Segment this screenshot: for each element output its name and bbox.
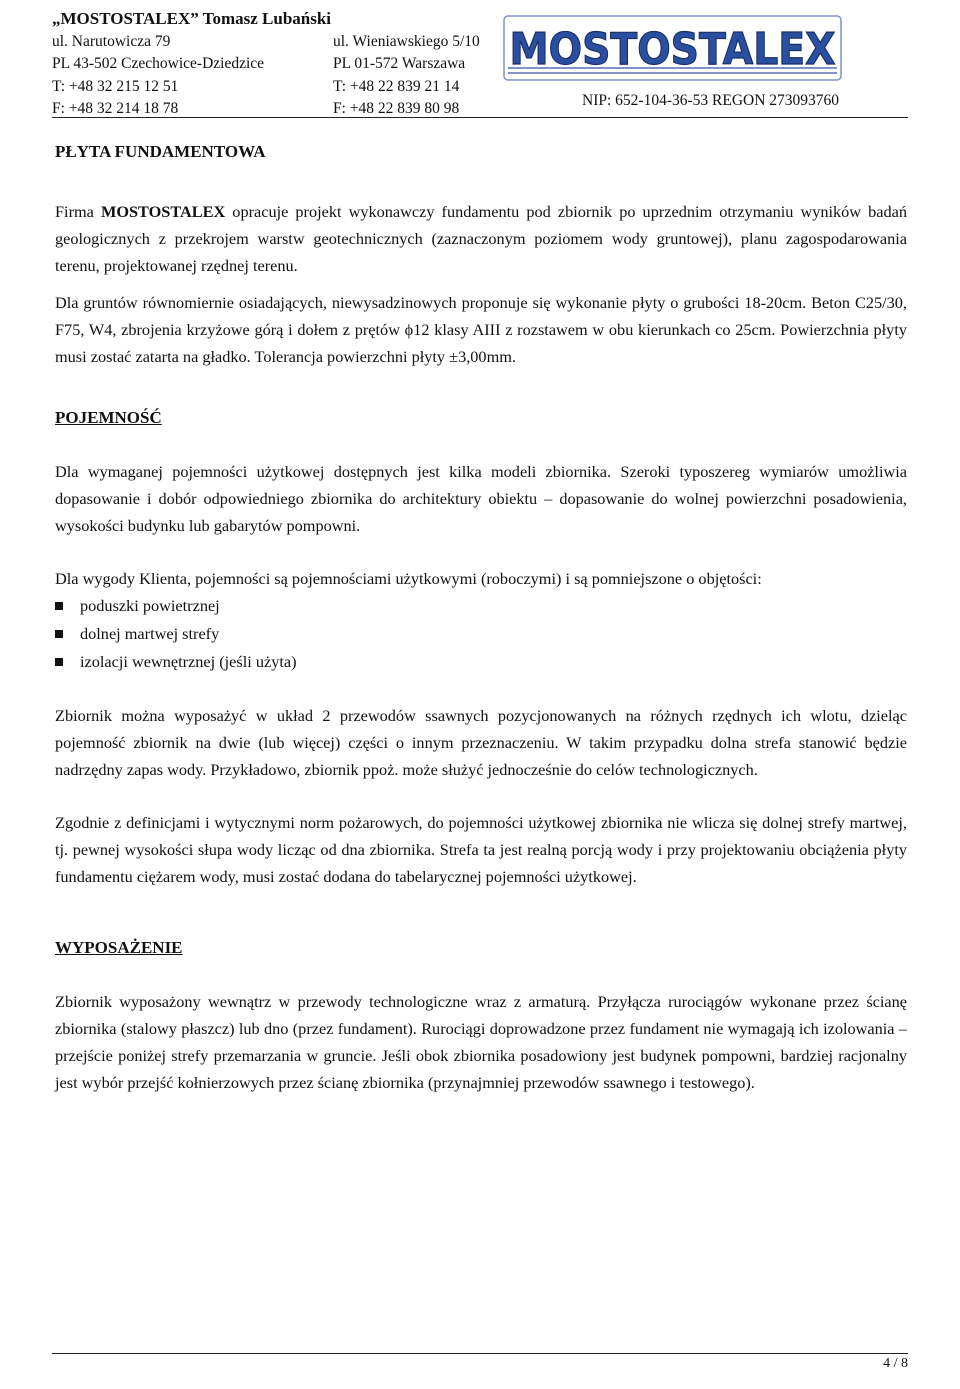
logo-wordmark: MOSTOSTALEX	[509, 24, 836, 75]
address-block-2	[333, 8, 480, 121]
fax-2: F: +48 22 839 80 98	[333, 100, 460, 117]
paragraph: Dla wymaganej pojemności użytkowej dostępnych jest kilka modeli zbiornika. Szeroki typoszereg wymiarów umożliwia dopasowanie i dobór odpowiedniego zbiornika do architektury obiektu – dopasowanie do wolnej powierzchni posadowienia, wysokości budynku lub gabarytów pompowni.	[55, 462, 907, 535]
brand-name: MOSTOSTALEX	[100, 202, 226, 221]
list-item: izolacji wewnętrznej (jeśli użyta)	[55, 648, 907, 676]
phone-2: T: +48 22 839 21 14	[333, 77, 460, 95]
registration-numbers: NIP: 652-104-36-53 REGON 273093760	[582, 92, 840, 109]
paragraph: Zbiornik można wyposażyć w układ 2 przewodów ssawnych pozycjonowanych na różnych rzędnych ich wlotu, dzieląc pojemność zbiornik na dwie (lub więcej) części o innym przeznaczeniu. W takim przypadku dolna strefa stanowić będzie nadrzędny zapas wody. Przykładowo, zbiornik ppoż. może służyć jednocześnie do celów technologicznych.	[55, 706, 907, 779]
header-rule	[52, 117, 908, 118]
paragraph: Firma MOSTOSTALEX opracuje projekt wykonawczy fundamentu pod zbiornik po uprzednim otrzymaniu wyników badań geologicznych z przekrojem warstw geotechnicznych (zaznaczonym poziomem wody gruntowej), planu zagospodarowania terenu, projektowanej rzędnej terenu.	[55, 202, 908, 275]
paragraph: Dla gruntów równomiernie osiadających, niewysadzinowych proponuje się wykonanie płyty o grubości 18-20cm. Beton C25/30, F75, W4, zbrojenia krzyżowe górą i dołem z prętów ϕ12 klasy AIII z rozstawem w obu kierunkach co 25cm. Powierzchnia płyty musi zostać zatarta na gładko. Tolerancja powierzchni płyty ±3,00mm.	[55, 293, 907, 366]
list-item: poduszki powietrznej	[55, 592, 907, 620]
document-body	[55, 142, 907, 1096]
street-1: ul. Narutowicza 79	[52, 32, 171, 50]
phone-1: T: +48 32 215 12 51	[52, 77, 179, 95]
paragraph: Dla wygody Klienta, pojemności są pojemnościami użytkowymi (roboczymi) i są pomniejszone o objętości:	[55, 569, 762, 588]
paragraph: Zbiornik wyposażony wewnątrz w przewody technologiczne wraz z armaturą. Przyłącza rurociągów wykonane przez ścianę zbiornika (stalowy płaszcz) lub dno (przez fundament). Rurociągi doprowadzone przez fundament nie wymagają ich izolowania – przejście poniżej strefy przemarzania w gruncie. Jeśli obok zbiornika posadowiony jest budynek pompowni, bardziej racjonalny jest wybór przejść kołnierzowych przez ścianę zbiornika (przynajmniej przewodów ssawnego i testowego).	[55, 992, 907, 1092]
list-item: dolnej martwej strefy	[55, 620, 907, 648]
street-2: ul. Wieniawskiego 5/10	[333, 32, 480, 50]
fax-1: F: +48 32 214 18 78	[52, 100, 179, 117]
bullet-list	[55, 592, 907, 676]
address-block-1	[52, 8, 331, 121]
page-number: 4 / 8	[883, 1356, 908, 1371]
paragraph: Zgodnie z definicjami i wytycznymi norm pożarowych, do pojemności użytkowej zbiornika nie wlicza się dolnej strefy martwej, tj. pewnej wysokości słupa wody licząc od dna zbiornika. Strefa ta jest realną porcją wody i przy projektowaniu obciążenia płyty fundamentu ciężarem wody, musi zostać dodana do tabelarycznej pojemności użytkowej.	[55, 813, 907, 886]
section-title-foundation: PŁYTA FUNDAMENTOWA	[55, 142, 266, 161]
company-logo	[500, 12, 845, 84]
city-2: PL 01-572 Warszawa	[333, 55, 466, 72]
section-title-equipment: WYPOSAŻENIE	[55, 938, 183, 957]
company-name: „MOSTOSTALEX” Tomasz Lubański	[52, 9, 332, 28]
footer-rule	[52, 1353, 908, 1354]
city-1: PL 43-502 Czechowice-Dziedzice	[52, 55, 265, 72]
section-title-capacity: POJEMNOŚĆ	[55, 408, 162, 427]
